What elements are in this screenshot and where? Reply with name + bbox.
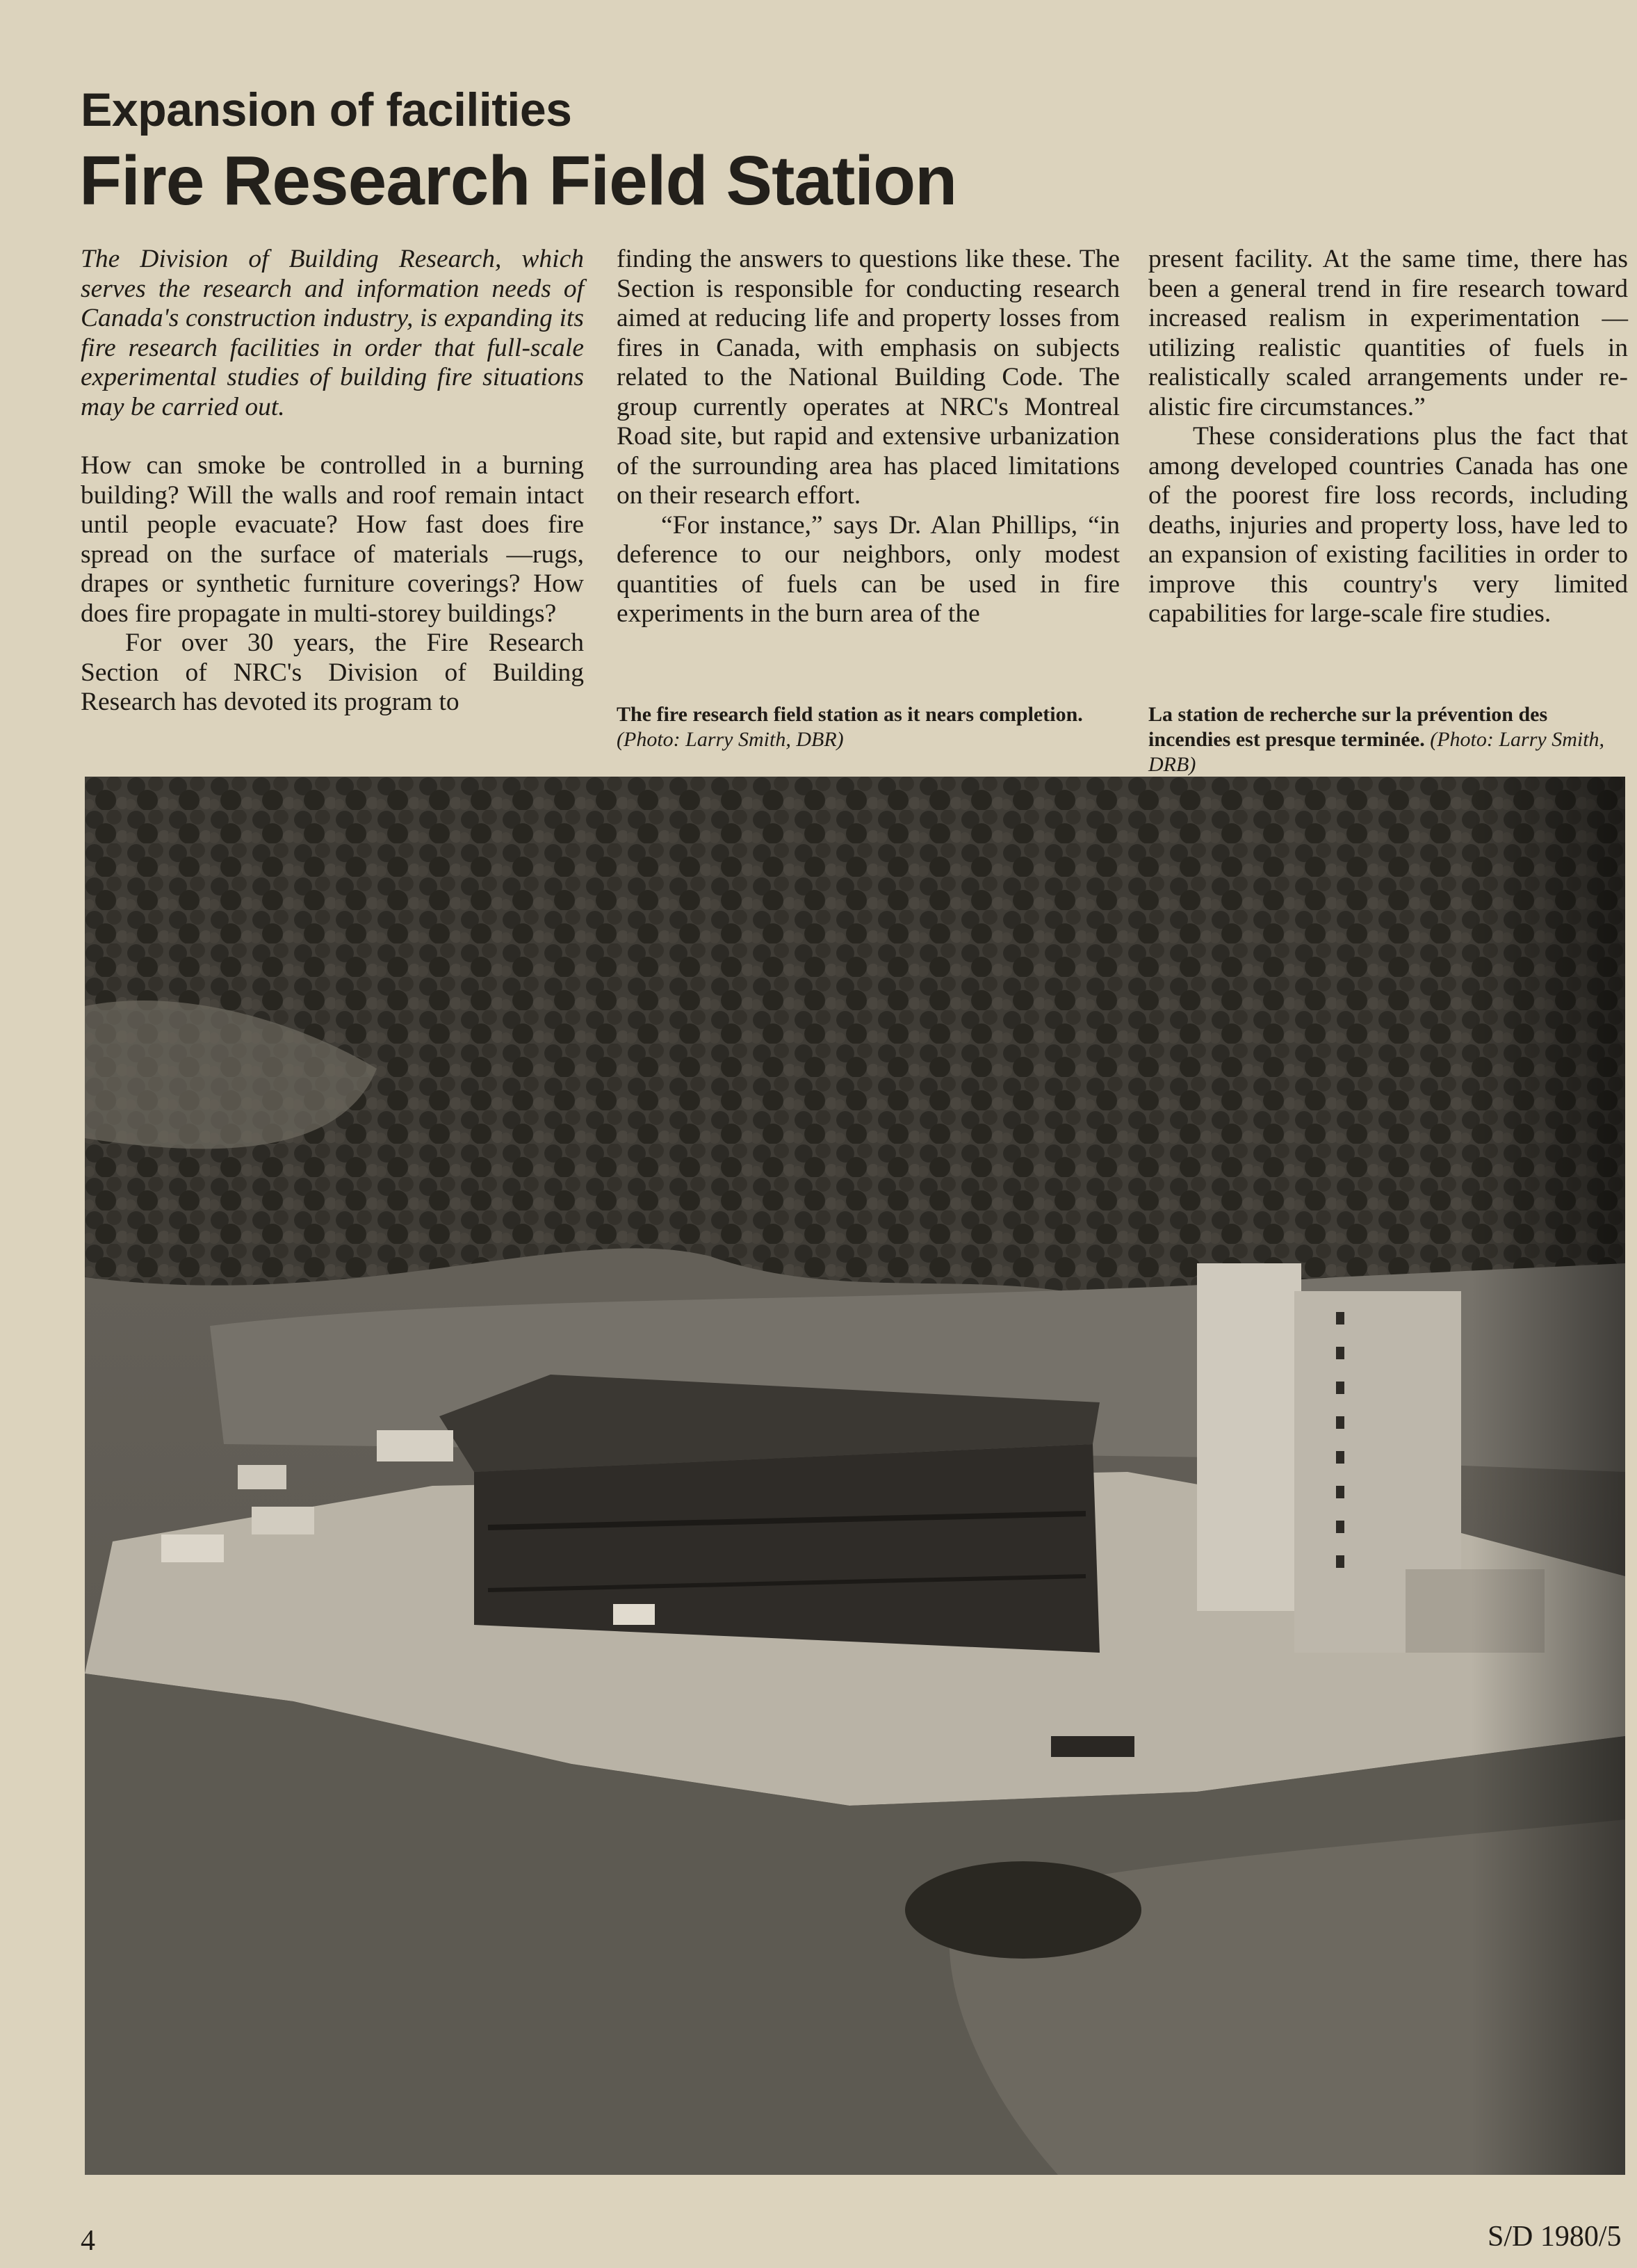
caption-french-credit: (Photo: Larry Smith, DRB) [1148, 728, 1605, 776]
body-paragraph-6: These considerations plus the fact that among developed countries Canada has one of the poorest fire loss records, including deaths, injuries and property loss, have led to an expansion of existing facilities in order to improve this country's very limited capabilities for large-scale fire studies. [1148, 422, 1628, 628]
aerial-photo-illustration [85, 777, 1625, 2175]
body-paragraph-4: “For instance,” says Dr. Alan Phillips, “in deference to our neighbors, only modest quantities of fuels can be used in fire experiments in the burn area of the [617, 510, 1120, 628]
caption-english-credit: (Photo: Larry Smith, DBR) [617, 728, 844, 751]
body-paragraph-2: For over 30 years, the Fire Research Section of NRC's Division of Building Research has devoted its program to [81, 629, 584, 716]
issue-label: S/D 1980/5 [1488, 2221, 1622, 2253]
column-2 [617, 245, 1120, 629]
page-number: 4 [81, 2225, 95, 2257]
photo-caption-english [617, 702, 1120, 752]
caption-english-text: The fire research field station as it nears completion. [617, 703, 1083, 726]
column-1 [81, 245, 584, 718]
section-kicker: Expansion of facilities [81, 83, 572, 136]
caption-french-text: La station de recherche sur la prévention des incendies est presque terminée. [1148, 703, 1548, 751]
article-lede: The Division of Building Research, which serves the research and information needs of Canada's construction industry, is expanding its fire research facilities in order that full-scale experimental studies of building fire situations may be carried out. [81, 245, 584, 421]
body-paragraph-5: present facility. At the same time, there has been a general trend in fire research toward increased realism in experimentation —utilizing realistic quantities of fuels in realistically scaled arrangements under realistic fire circumstances.” [1148, 245, 1628, 421]
body-paragraph-1: How can smoke be controlled in a burning building? Will the walls and roof remain intact until people evacuate? How fast does fire spread on the surface of materials —rugs, drapes or synthetic furniture coverings? How does fire propagate in multi-storey buildings? [81, 451, 584, 628]
column-3 [1148, 245, 1628, 629]
photo-caption-french [1148, 702, 1628, 777]
body-paragraph-3: finding the answers to questions like these. The Section is responsible for conducting research aimed at reducing life and property losses from fires in Canada, with emphasis on subjects related to the National Building Code. The group currently operates at NRC's Montreal Road site, but rapid and extensive urbanization of the surrounding area has placed limitations on their research effort. [617, 245, 1120, 510]
article-title: Fire Research Field Station [79, 142, 957, 220]
aerial-photo-field-station [85, 777, 1625, 2175]
